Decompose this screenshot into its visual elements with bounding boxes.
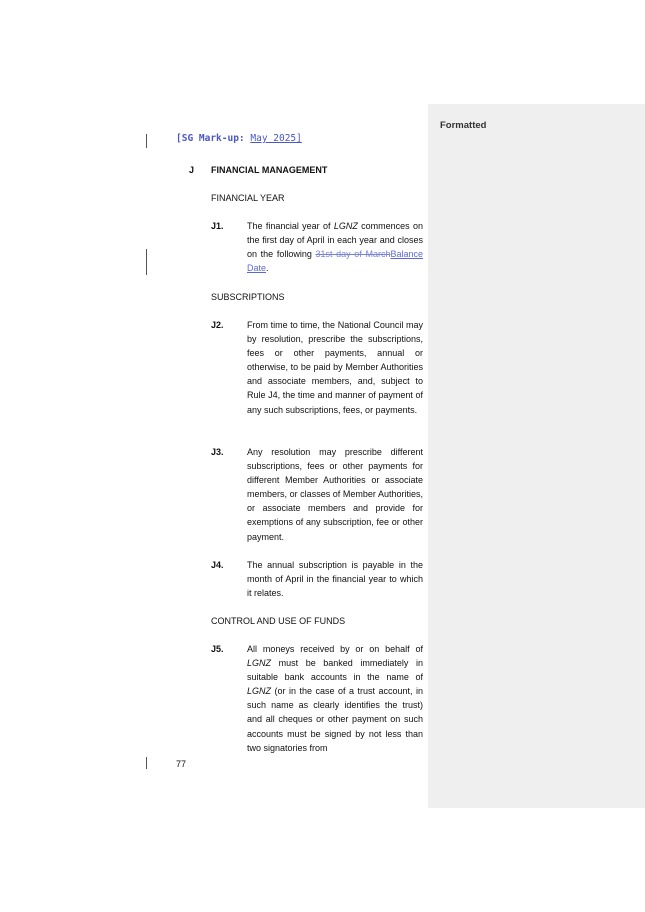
clause-j5-text-b: must be banked immediately in suitable bank accounts in the name of: [247, 658, 423, 683]
clause-j1-text-b: commences on the first day of April in each year and closes on the following: [247, 221, 424, 260]
tracked-insertion: Balance Date: [247, 249, 423, 274]
clause-j3-number: J3.: [211, 447, 224, 457]
markup-note-prefix: [SG Mark-up:: [176, 133, 245, 144]
change-bar: [146, 757, 147, 769]
clause-j4-number: J4.: [211, 560, 224, 570]
clause-j5-lgnz: LGNZ: [247, 686, 272, 697]
markup-note-date: May 2025]: [250, 133, 302, 144]
clause-j2-number: J2.: [211, 320, 224, 330]
heading-financial-year: FINANCIAL YEAR: [211, 193, 285, 203]
change-bar: [146, 134, 147, 148]
tracked-deletion: 31st day of March: [315, 249, 391, 260]
clause-j5-text: [247, 642, 423, 755]
heading-subscriptions: SUBSCRIPTIONS: [211, 292, 285, 302]
clause-j5-text-c: (or in the case of a trust account, in such name as clearly identifies the trust) and all cheques or other payment on such accounts must be signed by not less than two signatories from: [247, 686, 423, 753]
clause-j5-text-a: All moneys received by or on behalf of: [247, 644, 423, 654]
heading-control-and-use-of-funds: CONTROL AND USE OF FUNDS: [211, 616, 346, 626]
markup-note: [176, 133, 302, 144]
formatting-balloon-label: Formatted: [440, 120, 487, 131]
comment-margin-pane: [428, 104, 645, 808]
clause-j4-text: The annual subscription is payable in the month of April in the financial year to which it relates.: [247, 560, 423, 599]
page-number: 77: [176, 759, 187, 769]
clause-j2-text: From time to time, the National Council may by resolution, prescribe the subscriptions, fees or other payments, annual or otherwise, to be paid by Member Authorities and associate members, and, subject to Rule J4, the time and manner of payment of any such subscriptions, fees, or payments.: [247, 320, 423, 415]
clause-j5-number: J5.: [211, 644, 224, 654]
clause-j1-text-a: The financial year of: [247, 221, 334, 231]
clause-j1-lgnz: LGNZ: [333, 221, 358, 231]
section-title: FINANCIAL MANAGEMENT: [211, 165, 328, 175]
clause-j5-lgnz: LGNZ: [247, 658, 272, 669]
clause-j1-end: .: [266, 263, 269, 274]
clause-j1-text: [247, 219, 423, 275]
change-bar: [146, 249, 147, 275]
section-letter: J: [189, 165, 195, 175]
clause-j3-text: Any resolution may prescribe different subscriptions, fees or other payments for different Member Authorities or associate members, or classes of Member Authorities, or associate members and provide for exemptions of any subscription, fee or other payment.: [247, 447, 423, 542]
clause-j1-number: J1.: [211, 221, 224, 231]
